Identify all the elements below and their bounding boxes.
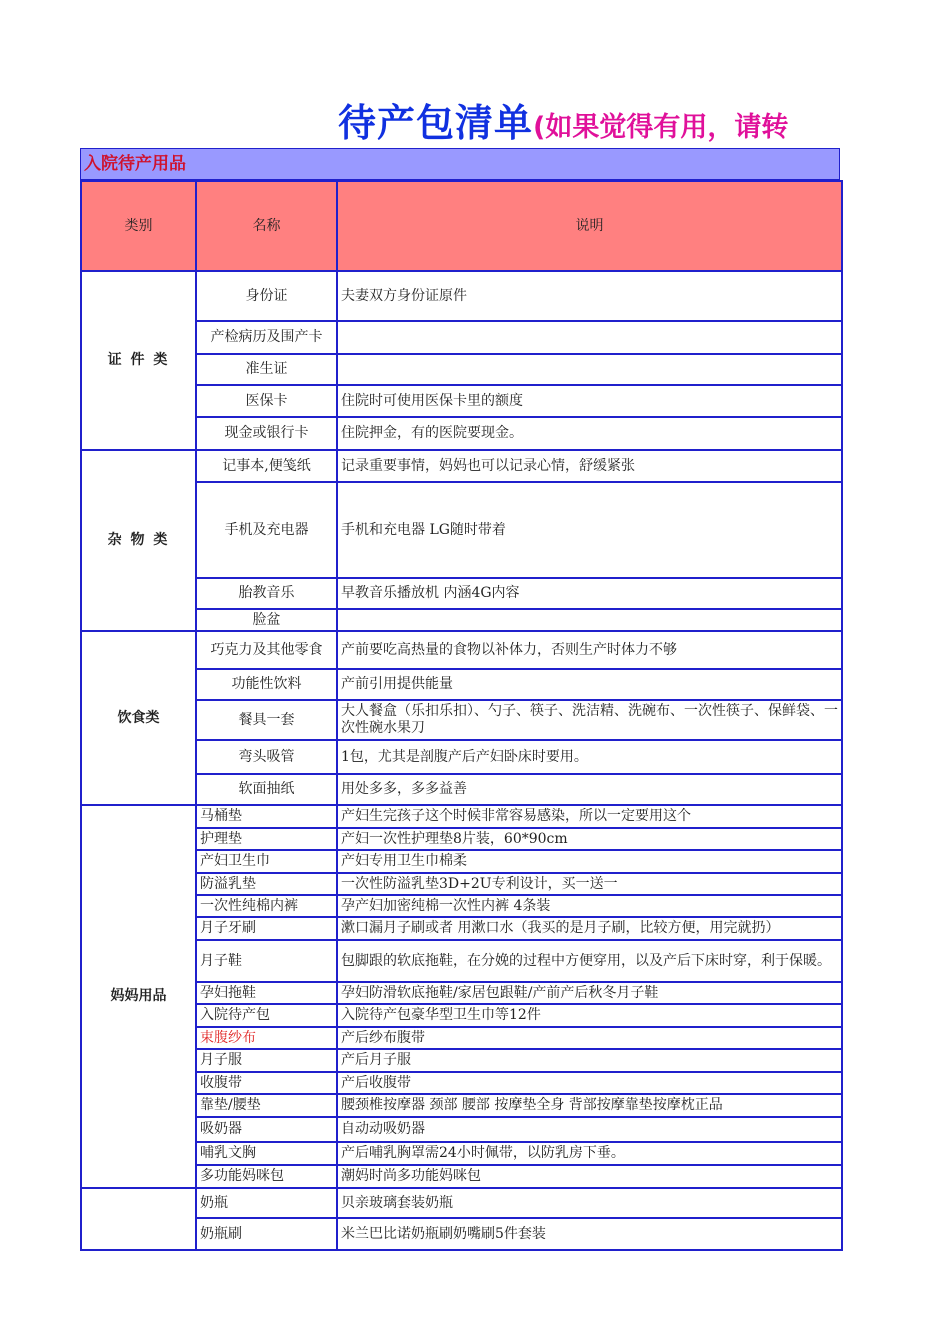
table-row [81, 1188, 842, 1218]
item-name: 收腹带 [196, 1072, 337, 1094]
item-name: 多功能妈咪包 [196, 1165, 337, 1188]
item-name: 护理垫 [196, 828, 337, 850]
item-name: 月子鞋 [196, 940, 337, 982]
category-cell: 饮食类 [81, 631, 196, 805]
table-row [81, 940, 842, 982]
category-cell: 妈妈用品 [81, 805, 196, 1188]
item-description: 产妇一次性护理垫8片装，60*90cm [337, 828, 842, 850]
item-name: 产检病历及围产卡 [196, 321, 337, 354]
item-description: 住院时可使用医保卡里的额度 [337, 385, 842, 417]
item-description: 产后月子服 [337, 1049, 842, 1072]
item-description: 一次性防溢乳垫3D+2U专利设计，买一送一 [337, 873, 842, 895]
item-description [337, 609, 842, 631]
page-title [338, 92, 843, 144]
title-sub: (如果觉得有用，请转 [533, 112, 789, 143]
item-description: 大人餐盒（乐扣乐扣）、勺子、筷子、洗洁精、洗碗布、一次性筷子、保鲜袋、一次性碗水果刀 [337, 700, 842, 740]
item-name: 孕妇拖鞋 [196, 982, 337, 1004]
item-description: 产前要吃高热量的食物以补体力，否则生产时体力不够 [337, 631, 842, 669]
item-name: 哺乳文胸 [196, 1142, 337, 1165]
item-name: 月子牙刷 [196, 917, 337, 940]
item-name: 功能性饮料 [196, 669, 337, 700]
table-row [81, 1072, 842, 1094]
item-description: 产妇生完孩子这个时候非常容易感染，所以一定要用这个 [337, 805, 842, 828]
item-name: 月子服 [196, 1049, 337, 1072]
table-row [81, 354, 842, 385]
table-row [81, 873, 842, 895]
title-main: 待产包清单 [338, 101, 534, 144]
table-row [81, 1218, 842, 1250]
item-name: 马桶垫 [196, 805, 337, 828]
table-row [81, 1165, 842, 1188]
item-name: 产妇卫生巾 [196, 850, 337, 873]
table-row [81, 669, 842, 700]
item-name: 入院待产包 [196, 1004, 337, 1027]
item-name: 奶瓶刷 [196, 1218, 337, 1250]
item-name: 奶瓶 [196, 1188, 337, 1218]
item-description: 包脚跟的软底拖鞋，在分娩的过程中方便穿用，以及产后下床时穿，利于保暖。 [337, 940, 842, 982]
table-row [81, 895, 842, 917]
item-name: 记事本,便笺纸 [196, 450, 337, 482]
item-name: 束腹纱布 [196, 1027, 337, 1049]
item-description: 潮妈时尚多功能妈咪包 [337, 1165, 842, 1188]
checklist-table [80, 180, 843, 1251]
item-name: 胎教音乐 [196, 578, 337, 609]
item-name: 巧克力及其他零食 [196, 631, 337, 669]
table-row [81, 700, 842, 740]
item-name: 身份证 [196, 271, 337, 321]
table-row [81, 828, 842, 850]
item-description: 产后纱布腹带 [337, 1027, 842, 1049]
table-row [81, 609, 842, 631]
item-name: 手机及充电器 [196, 482, 337, 578]
table-row [81, 450, 842, 482]
item-name: 一次性纯棉内裤 [196, 895, 337, 917]
item-description: 产后收腹带 [337, 1072, 842, 1094]
item-description: 用处多多，多多益善 [337, 774, 842, 805]
table-row [81, 271, 842, 321]
item-description: 早教音乐播放机 内涵4G内容 [337, 578, 842, 609]
item-description: 夫妻双方身份证原件 [337, 271, 842, 321]
item-name: 餐具一套 [196, 700, 337, 740]
item-description: 产前引用提供能量 [337, 669, 842, 700]
item-description: 米兰巴比诺奶瓶刷奶嘴刷5件套装 [337, 1218, 842, 1250]
item-name: 吸奶器 [196, 1117, 337, 1142]
item-description: 孕妇防滑软底拖鞋/家居包跟鞋/产前产后秋冬月子鞋 [337, 982, 842, 1004]
category-cell [81, 1188, 196, 1250]
table-row [81, 385, 842, 417]
table-row [81, 740, 842, 774]
header-category: 类别 [81, 181, 196, 271]
category-cell: 证 件 类 [81, 271, 196, 450]
item-name: 靠垫/腰垫 [196, 1094, 337, 1117]
table-row [81, 482, 842, 578]
item-description: 腰颈椎按摩器 颈部 腰部 按摩垫全身 背部按摩靠垫按摩枕正品 [337, 1094, 842, 1117]
table-row [81, 631, 842, 669]
header-description: 说明 [337, 181, 842, 271]
item-description: 产后哺乳胸罩需24小时佩带，以防乳房下垂。 [337, 1142, 842, 1165]
item-name: 脸盆 [196, 609, 337, 631]
item-description: 入院待产包豪华型卫生巾等12件 [337, 1004, 842, 1027]
table-row [81, 1004, 842, 1027]
table-row [81, 578, 842, 609]
item-description: 漱口漏月子刷或者 用漱口水（我买的是月子刷，比较方便，用完就扔） [337, 917, 842, 940]
table-row [81, 321, 842, 354]
item-description [337, 354, 842, 385]
item-description: 1包，尤其是剖腹产后产妇卧床时要用。 [337, 740, 842, 774]
table-row [81, 1094, 842, 1117]
category-cell: 杂 物 类 [81, 450, 196, 631]
item-name: 弯头吸管 [196, 740, 337, 774]
item-description: 贝亲玻璃套装奶瓶 [337, 1188, 842, 1218]
header-row [81, 181, 842, 271]
item-name: 防溢乳垫 [196, 873, 337, 895]
header-name: 名称 [196, 181, 337, 271]
item-name: 软面抽纸 [196, 774, 337, 805]
item-name: 医保卡 [196, 385, 337, 417]
item-description: 住院押金，有的医院要现金。 [337, 417, 842, 450]
item-name: 现金或银行卡 [196, 417, 337, 450]
table-row [81, 1027, 842, 1049]
section-header: 入院待产用品 [80, 148, 840, 180]
table-row [81, 850, 842, 873]
item-description: 记录重要事情，妈妈也可以记录心情，舒缓紧张 [337, 450, 842, 482]
item-description: 手机和充电器 LG随时带着 [337, 482, 842, 578]
table-row [81, 1049, 842, 1072]
table-row [81, 1142, 842, 1165]
item-name: 准生证 [196, 354, 337, 385]
item-description [337, 321, 842, 354]
table-row [81, 917, 842, 940]
table-row [81, 1117, 842, 1142]
table-row [81, 805, 842, 828]
item-description: 产妇专用卫生巾棉柔 [337, 850, 842, 873]
item-description: 自动动吸奶器 [337, 1117, 842, 1142]
item-description: 孕产妇加密纯棉一次性内裤 4条装 [337, 895, 842, 917]
table-row [81, 417, 842, 450]
table-row [81, 982, 842, 1004]
table-row [81, 774, 842, 805]
